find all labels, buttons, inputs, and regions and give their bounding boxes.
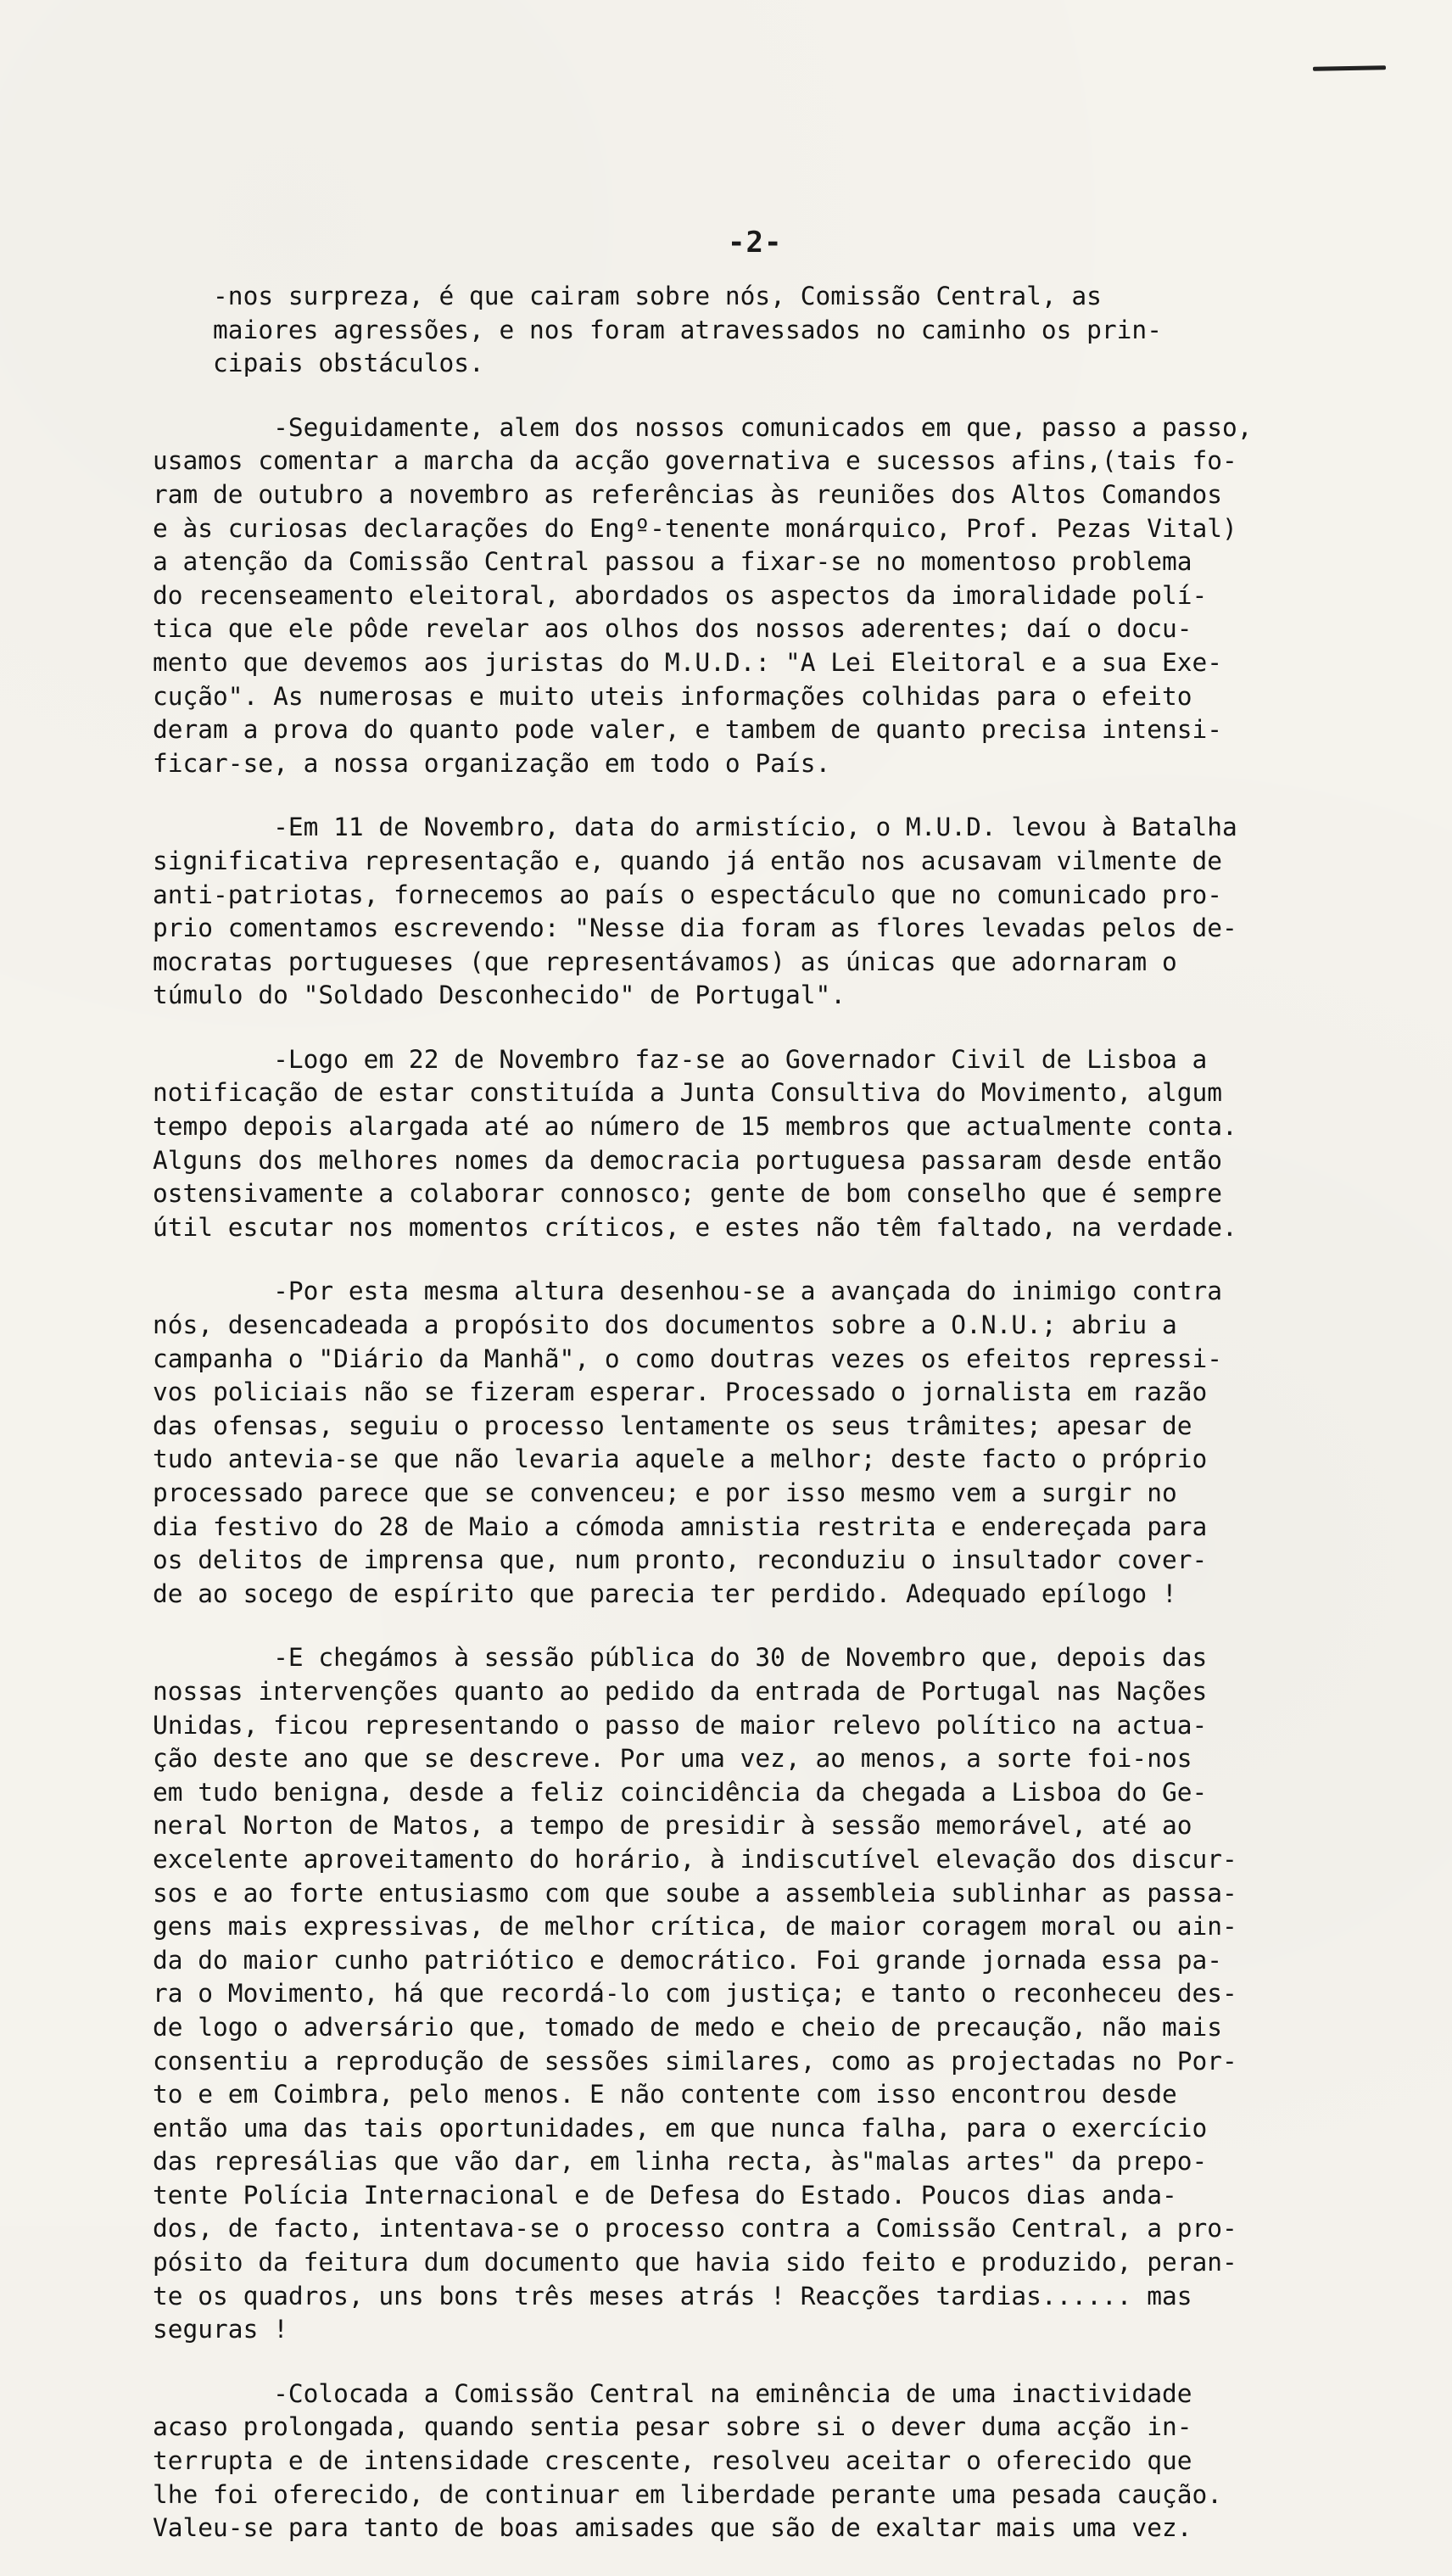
text-line: dia festivo do 28 de Maio a cómoda amnistia restrita e endereçada para (153, 1512, 1208, 1541)
text-line: nós, desencadeada a propósito dos documentos sobre a O.N.U.; abriu a (153, 1310, 1177, 1340)
text-line: campanha o "Diário da Manhã", o como doutras vezes os efeitos repressi- (153, 1344, 1222, 1373)
text-line: prio comentamos escrevendo: "Nesse dia foram as flores levadas pelos de- (153, 914, 1237, 943)
text-line: -Seguidamente, alem dos nossos comunicados em que, passo a passo, (153, 412, 1253, 442)
text-line: e às curiosas declarações do Engº-tenente monárquico, Prof. Pezas Vital) (153, 513, 1237, 543)
text-line: -Por esta mesma altura desenhou-se a avançada do inimigo contra (153, 1277, 1222, 1306)
text-line: ficar-se, a nossa organização em todo o País. (153, 748, 831, 778)
text-line: cução". As numerosas e muito uteis informações colhidas para o efeito (153, 681, 1192, 711)
text-line: ram de outubro a novembro as referências às reuniões dos Altos Comandos (153, 479, 1222, 509)
text-line: útil escutar nos momentos críticos, e estes não têm faltado, na verdade. (153, 1212, 1237, 1242)
page-number: -2- (728, 226, 783, 260)
text-line: consentiu a reprodução de sessões similares, como as projectadas no Por- (153, 2046, 1237, 2076)
text-line: de ao socego de espírito que parecia ter perdido. Adequado epílogo ! (153, 1579, 1177, 1608)
text-line: então uma das tais oportunidades, em que nunca falha, para o exercício (153, 2113, 1208, 2143)
text-line: Unidas, ficou representando o passo de maior relevo político na actua- (153, 1710, 1208, 1740)
text-line: cipais obstáculos. (153, 349, 484, 378)
paragraph (153, 280, 1374, 381)
text-line: das represálias que vão dar, em linha recta, às"malas artes" da prepo- (153, 2147, 1208, 2176)
text-line: significativa representação e, quando já então nos acusavam vilmente de (153, 846, 1222, 875)
text-line: -nos surpreza, é que cairam sobre nós, Comissão Central, as (153, 282, 1102, 310)
text-line: processado parece que se convenceu; e por isso mesmo vem a surgir no (153, 1478, 1177, 1507)
text-line: dos, de facto, intentava-se o processo contra a Comissão Central, a pro- (153, 2214, 1237, 2244)
document-body (153, 280, 1374, 2576)
text-line: -Em 11 de Novembro, data do armistício, o M.U.D. levou à Batalha (153, 813, 1237, 842)
margin-ink-mark (1313, 65, 1386, 71)
text-line: te os quadros, uns bons três meses atrás ! Reacções tardias...... mas (153, 2281, 1192, 2311)
text-line: de logo o adversário que, tomado de medo e cheio de precaução, não mais (153, 2012, 1222, 2042)
text-line: -E chegámos à sessão pública do 30 de Novembro que, depois das (153, 1643, 1208, 1673)
text-line: notificação de estar constituída a Junta Consultiva do Movimento, algum (153, 1078, 1222, 1108)
text-line: túmulo do "Soldado Desconhecido" de Portugal". (153, 981, 846, 1010)
paragraph (153, 411, 1374, 781)
text-line: mocratas portugueses (que representávamos) as únicas que adornaram o (153, 947, 1177, 976)
text-line: -Logo em 22 de Novembro faz-se ao Governador Civil de Lisboa a (153, 1044, 1208, 1074)
text-line: acaso prolongada, quando sentia pesar sobre si o dever duma acção in- (153, 2412, 1192, 2442)
text-line: sos e ao forte entusiasmo com que soube a assembleia sublinhar as passa- (153, 1878, 1237, 1908)
text-line: os delitos de imprensa que, num pronto, reconduziu o insultador cover- (153, 1545, 1208, 1575)
text-line: em tudo benigna, desde a feliz coincidência da chegada a Lisboa do Ge- (153, 1777, 1208, 1807)
paragraph (153, 1641, 1374, 2346)
text-line: excelente aproveitamento do horário, à indiscutível elevação dos discur- (153, 1844, 1237, 1874)
text-line: seguras ! (153, 2315, 288, 2344)
text-line: pósito da feitura dum documento que havia sido feito e produzido, peran- (153, 2248, 1237, 2277)
text-line: da do maior cunho patriótico e democrático. Foi grande jornada essa pa- (153, 1945, 1222, 1975)
paragraph (153, 2378, 1374, 2545)
text-line: -Colocada a Comissão Central na eminência de uma inactividade (153, 2378, 1192, 2408)
text-line: neral Norton de Matos, a tempo de presidir à sessão memorável, até ao (153, 1811, 1192, 1841)
text-line: Valeu-se para tanto de boas amisades que são de exaltar mais uma vez. (153, 2513, 1192, 2543)
text-line: tudo antevia-se que não levaria aquele a melhor; deste facto o próprio (153, 1444, 1208, 1474)
paragraph (153, 1043, 1374, 1245)
text-line: vos policiais não se fizeram esperar. Processado o jornalista em razão (153, 1377, 1208, 1407)
text-line: do recenseamento eleitoral, abordados os aspectos da imoralidade polí- (153, 580, 1208, 610)
text-line: ostensivamente a colaborar connosco; gente de bom conselho que é sempre (153, 1179, 1222, 1209)
text-line: terrupta e de intensidade crescente, resolveu aceitar o oferecido que (153, 2446, 1192, 2476)
text-line: gens mais expressivas, de melhor crítica, de maior coragem moral ou ain- (153, 1912, 1237, 1942)
text-line: usamos comentar a marcha da acção governativa e sucessos afins,(tais fo- (153, 446, 1237, 476)
paragraph (153, 1275, 1374, 1611)
text-line: tempo depois alargada até ao número de 15 membros que actualmente conta. (153, 1112, 1237, 1142)
text-line: nossas intervenções quanto ao pedido da entrada de Portugal nas Nações (153, 1676, 1208, 1706)
text-line: deram a prova do quanto pode valer, e tambem de quanto precisa intensi- (153, 715, 1222, 745)
text-line: tente Polícia Internacional e de Defesa do Estado. Poucos dias anda- (153, 2180, 1177, 2210)
text-line: anti-patriotas, fornecemos ao país o espectáculo que no comunicado pro- (153, 880, 1222, 909)
text-line: a atenção da Comissão Central passou a fixar-se no momentoso problema (153, 547, 1192, 577)
paragraph (153, 811, 1374, 1013)
text-line: mento que devemos aos juristas do M.U.D.: "A Lei Eleitoral e a sua Exe- (153, 647, 1222, 677)
text-line: ção deste ano que se descreve. Por uma vez, ao menos, a sorte foi-nos (153, 1744, 1192, 1774)
text-line: to e em Coimbra, pelo menos. E não contente com isso encontrou desde (153, 2080, 1177, 2109)
text-line: ra o Movimento, há que recordá-lo com justiça; e tanto o reconheceu des- (153, 1979, 1237, 2009)
text-line: Alguns dos melhores nomes da democracia portuguesa passaram desde então (153, 1145, 1222, 1175)
text-line: maiores agressões, e nos foram atravessados no caminho os prin- (153, 315, 1162, 344)
text-line: tica que ele pôde revelar aos olhos dos nossos aderentes; daí o docu- (153, 614, 1192, 644)
text-line: lhe foi oferecido, de continuar em liberdade perante uma pesada caução. (153, 2479, 1222, 2509)
text-line: das ofensas, seguiu o processo lentamente os seus trâmites; apesar de (153, 1411, 1192, 1440)
